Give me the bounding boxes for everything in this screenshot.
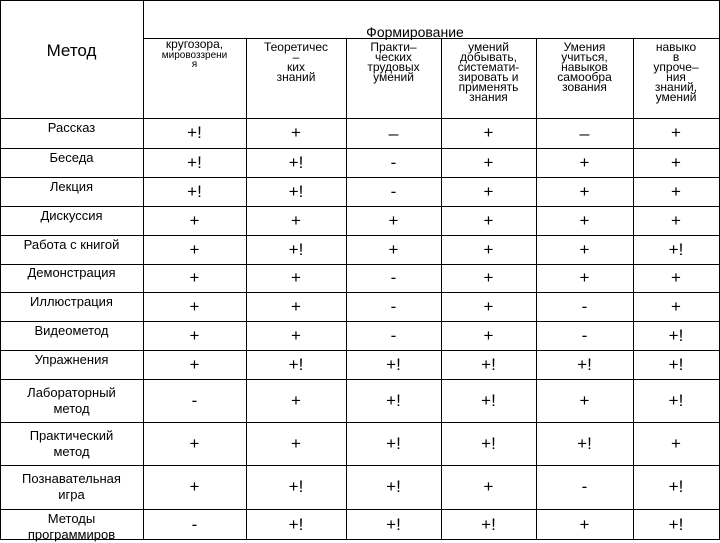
mark-cell: + — [291, 390, 301, 410]
column-header-line: системати- — [457, 60, 520, 74]
column-header-line: зования — [562, 80, 607, 94]
header-rule — [0, 0, 720, 1]
mark-cell: - — [581, 477, 588, 496]
mark-cell: +! — [288, 239, 304, 259]
method-name-line: Рассказ — [47, 120, 96, 135]
mark-cell: +! — [481, 433, 496, 453]
mark-cell: + — [671, 296, 681, 316]
mark-cell: + — [579, 210, 590, 230]
mark-cell: + — [189, 477, 200, 496]
mark-cell: + — [579, 152, 590, 172]
column-header-line: знания — [469, 90, 508, 104]
table-title: Формирование — [366, 24, 464, 40]
mark-cell: - — [581, 296, 588, 316]
column-header-line: Практи– — [370, 40, 417, 54]
method-name-line: Видеометод — [34, 322, 109, 338]
mark-cell: +! — [386, 433, 401, 453]
mark-cell: + — [671, 181, 681, 201]
method-name-line: Практический — [29, 427, 114, 443]
method-name-line: Иллюстрация — [30, 293, 113, 309]
mark-cell: + — [579, 514, 590, 534]
mark-cell: +! — [481, 514, 496, 534]
mark-cell: + — [483, 239, 494, 259]
column-header-line: трудовых — [367, 60, 420, 74]
mark-cell: +! — [577, 433, 592, 453]
mark-cell: +! — [481, 390, 496, 410]
mark-cell: +! — [288, 514, 304, 534]
mark-cell: +! — [668, 325, 684, 345]
column-header-line: умений — [655, 90, 697, 104]
mark-cell: + — [579, 181, 590, 201]
method-name-line: Дискуссия — [40, 207, 103, 223]
method-name-line: программиров — [27, 527, 116, 542]
method-name — [0, 294, 143, 310]
method-name — [0, 471, 143, 503]
method-name-line: Лабораторный — [27, 384, 116, 400]
mark-cell: + — [291, 210, 301, 230]
mark-cell: +! — [288, 477, 304, 496]
mark-cell: + — [671, 268, 681, 287]
column-header-line: – — [292, 50, 300, 64]
mark-cell: - — [390, 152, 397, 172]
method-name — [0, 179, 143, 195]
column-header-line: учиться, — [561, 50, 608, 64]
mark-cell: + — [579, 268, 590, 287]
mark-cell: + — [189, 210, 200, 230]
column-header-line: зировать и — [458, 70, 519, 84]
column-header-line: я — [191, 59, 198, 70]
mark-cell: + — [579, 390, 590, 410]
mark-cell: - — [390, 268, 397, 287]
mark-cell: +! — [288, 354, 304, 374]
mark-cell: _ — [388, 117, 399, 136]
method-name-line: Лекция — [49, 178, 94, 194]
mark-cell: + — [189, 239, 200, 259]
mark-cell: + — [388, 239, 399, 259]
mark-cell: +! — [386, 354, 401, 374]
mark-cell: + — [189, 433, 200, 453]
mark-cell: + — [671, 152, 681, 172]
method-name-line: метод — [53, 400, 90, 416]
column-header-line: применять — [458, 80, 519, 94]
mark-cell: +! — [668, 477, 684, 496]
mark-cell: +! — [668, 354, 684, 374]
method-name — [0, 237, 143, 253]
column-header-line: Умения — [563, 40, 606, 54]
mark-cell: + — [483, 296, 494, 316]
mark-cell: +! — [386, 390, 401, 410]
mark-cell: +! — [668, 239, 684, 259]
column-header — [443, 42, 534, 102]
mark-cell: - — [390, 181, 397, 201]
mark-cell: +! — [481, 354, 496, 374]
mark-cell: +! — [288, 181, 304, 201]
mark-cell: _ — [579, 117, 590, 136]
column-header-line: ких — [287, 60, 305, 74]
method-name-line: метод — [53, 443, 90, 459]
mark-cell: + — [483, 210, 494, 230]
method-name — [0, 323, 143, 339]
column-header-line: кругозора, — [165, 37, 224, 51]
row-rule — [0, 509, 720, 510]
method-column-header: Метод — [46, 41, 97, 60]
mark-cell: + — [291, 123, 301, 142]
mark-cell: + — [189, 354, 200, 374]
column-header-line: в — [672, 50, 680, 64]
mark-cell: + — [579, 239, 590, 259]
mark-cell: + — [189, 325, 200, 345]
mark-cell: + — [189, 296, 200, 316]
mark-cell: + — [483, 181, 494, 201]
mark-cell: +! — [668, 390, 684, 410]
row-rule — [0, 379, 720, 380]
method-name-line: игра — [58, 487, 85, 502]
mark-cell: +! — [187, 123, 202, 142]
column-header-line: Теоретичес — [263, 40, 329, 54]
mark-cell: +! — [187, 152, 202, 172]
column-header-line: умений — [468, 40, 509, 54]
mark-cell: +! — [288, 152, 304, 172]
mark-cell: +! — [386, 514, 401, 534]
method-name-line: Беседа — [49, 149, 94, 165]
column-header-line: ческих — [375, 50, 412, 64]
method-name-line: Демонстрация — [27, 265, 116, 280]
method-name-line: Упражнения — [34, 351, 109, 367]
column-header-line: добывать, — [460, 50, 517, 64]
mark-cell: - — [390, 296, 397, 316]
column-header-line: знаний — [276, 70, 316, 84]
method-name-line: Методы — [47, 511, 96, 526]
mark-cell: - — [390, 325, 397, 345]
row-rule — [0, 465, 720, 466]
row-rule — [0, 422, 720, 423]
column-header — [145, 39, 244, 69]
method-name — [0, 208, 143, 224]
method-name — [0, 352, 143, 368]
mark-cell: + — [291, 325, 301, 345]
column-header-line: упроче– — [653, 60, 699, 74]
mark-cell: + — [483, 152, 494, 172]
mark-cell: + — [671, 210, 681, 230]
column-header-line: ния — [666, 70, 686, 84]
column-header — [348, 42, 439, 82]
column-header — [538, 42, 631, 92]
mark-cell: + — [291, 268, 301, 287]
mark-cell: + — [291, 433, 301, 453]
mark-cell: + — [483, 325, 494, 345]
mark-cell: - — [191, 390, 198, 410]
mark-cell: +! — [668, 514, 684, 534]
mark-cell: + — [671, 123, 681, 142]
mark-cell: + — [189, 268, 200, 287]
mark-cell: + — [483, 123, 494, 142]
method-name — [0, 150, 143, 166]
column-header-line: мировоззрени — [161, 50, 228, 61]
method-name — [0, 511, 143, 543]
mark-cell: + — [388, 210, 399, 230]
method-name-line: Познавательная — [22, 471, 121, 486]
mark-cell: + — [483, 477, 494, 496]
column-header-line: самообра — [557, 70, 612, 84]
mark-cell: +! — [386, 477, 401, 496]
column-header — [248, 42, 344, 82]
method-name — [0, 428, 143, 460]
column-header-line: навыко — [655, 40, 697, 54]
column-header — [635, 42, 717, 102]
mark-cell: - — [191, 514, 198, 534]
method-name — [0, 265, 143, 281]
column-header-line: навыков — [561, 60, 608, 74]
mark-cell: - — [581, 325, 588, 345]
method-name — [0, 385, 143, 417]
method-name-line: Работа с книгой — [23, 236, 120, 252]
column-header-line: знаний, — [654, 80, 698, 94]
mark-cell: +! — [187, 181, 202, 201]
mark-cell: + — [291, 296, 301, 316]
method-name — [0, 120, 143, 136]
mark-cell: +! — [577, 354, 592, 374]
mark-cell: + — [671, 433, 681, 453]
mark-cell: + — [483, 268, 494, 287]
column-header-line: умений — [373, 70, 414, 84]
